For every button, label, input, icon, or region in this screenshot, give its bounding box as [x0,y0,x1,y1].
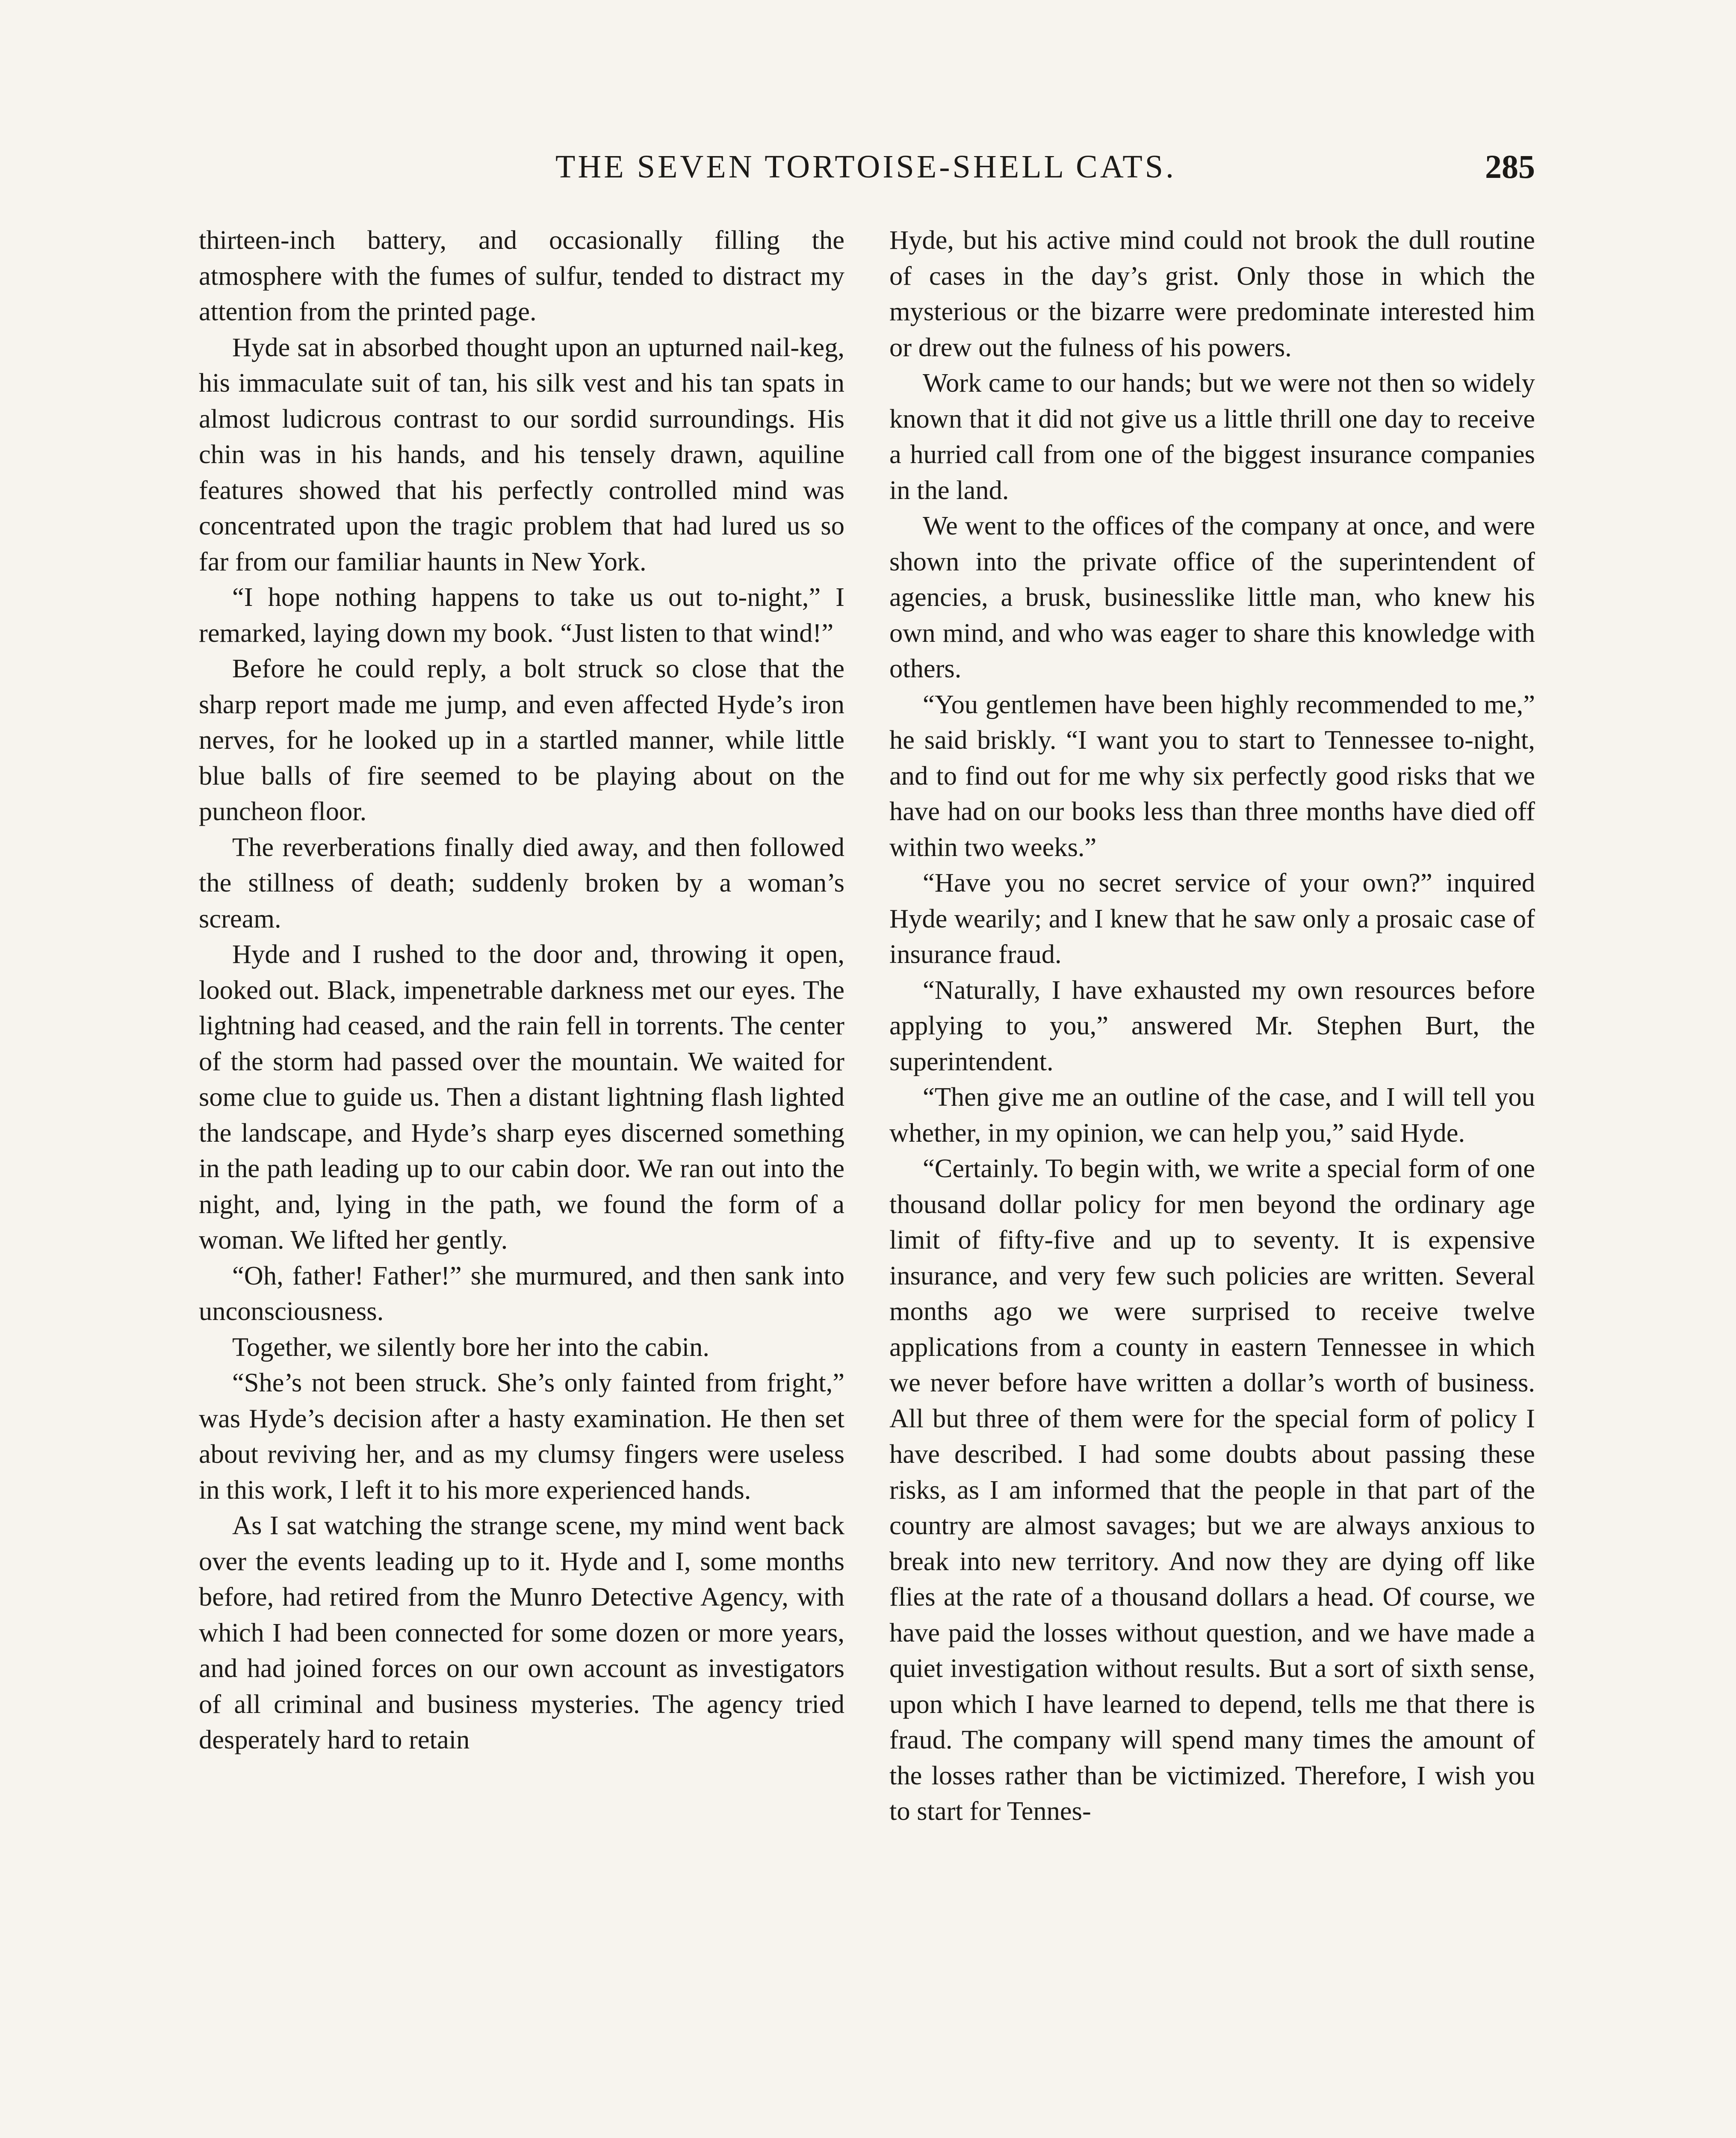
paragraph: As I sat watching the strange scene, my mind went back over the events leading up to it. Hyde and I, some months before, had retired from the Munro Detective Agency, with which I had been connected for some dozen or more years, and had joined forces on our own account as investigators of all criminal and business mysteries. The agency tried desperately hard to retain [199,1510,844,1754]
paragraph: thirteen-inch battery, and occasionally filling the atmosphere with the fumes of sulfur, tended to distract my attention from the printed page. [199,225,844,326]
running-title: THE SEVEN TORTOISE-SHELL CATS. [555,149,1176,185]
text-columns [199,222,1535,2138]
paragraph: “Naturally, I have exhausted my own resources before applying to you,” answered Mr. Stephen Burt, the superintendent. [889,975,1535,1076]
paragraph: “You gentlemen have been highly recommended to me,” he said briskly. “I want you to start to Tennessee to-night, and to find out for me why six perfectly good risks that we have had on our books less than three months have died off within two weeks.” [889,689,1535,862]
paragraph: “She’s not been struck. She’s only fainted from fright,” was Hyde’s decision after a hasty examination. He then set about reviving her, and as my clumsy fingers were useless in this work, I left it to his more experienced hands. [199,1367,844,1505]
paragraph: Together, we silently bore her into the cabin. [232,1332,710,1362]
paragraph: Work came to our hands; but we were not then so widely known that it did not give us a little thrill one day to receive a hurried call from one of the biggest insurance companies in the land. [889,368,1535,505]
paragraph: “I hope nothing happens to take us out to-night,” I remarked, laying down my book. “Just listen to that wind!” [199,582,844,648]
right-column [889,222,1535,2138]
paragraph: “Oh, father! Father!” she murmured, and then sank into unconsciousness. [199,1260,844,1326]
paragraph: Hyde sat in absorbed thought upon an upturned nail-keg, his immaculate suit of tan, his silk vest and his tan spats in almost ludicrous contrast to our sordid surroundings. His chin was in his hands, and his tensely drawn, aquiline features showed that his perfectly controlled mind was concentrated upon the tragic problem that had lured us so far from our familiar haunts in New York. [199,332,844,576]
paragraph: “Have you no secret service of your own?” inquired Hyde wearily; and I knew that he saw only a prosaic case of insurance fraud. [889,868,1535,969]
paragraph: “Then give me an outline of the case, and I will tell you whether, in my opinion, we can help you,” said Hyde. [889,1082,1535,1148]
paragraph: Before he could reply, a bolt struck so close that the sharp report made me jump, and even affected Hyde’s iron nerves, for he looked up in a startled manner, while little blue balls of fire seemed to be playing about on the puncheon floor. [199,653,844,826]
paragraph: Hyde and I rushed to the door and, throwing it open, looked out. Black, impenetrable darkness met our eyes. The lightning had ceased, and the rain fell in torrents. The center of the storm had passed over the mountain. We waited for some clue to guide us. Then a distant lightning flash lighted the landscape, and Hyde’s sharp eyes discerned something in the path leading up to our cabin door. We ran out into the night, and, lying in the path, we found the form of a woman. We lifted her gently. [199,939,844,1255]
paragraph: The reverberations finally died away, and then followed the stillness of death; suddenly broken by a woman’s scream. [199,832,844,933]
left-column [199,222,844,2138]
page-header [197,143,1535,190]
paragraph: We went to the offices of the company at once, and were shown into the private office of the superintendent of agencies, a brusk, businesslike little man, who knew his own mind, and who was eager to share this knowledge with others. [889,511,1535,683]
paragraph: “Certainly. To begin with, we write a special form of one thousand dollar policy for men beyond the ordinary age limit of fifty-five and up to seventy. It is expensive insurance, and very few such policies are written. Several months ago we were surprised to receive twelve applications from a county in eastern Tennessee in which we never before have written a dollar’s worth of business. All but three of them were for the special form of policy I have described. I had some doubts about passing these risks, as I am informed that the people in that part of the country are almost savages; but we are always anxious to break into new territory. And now they are dying off like flies at the rate of a thousand dollars a head. Of course, we have paid the losses without question, and we have made a quiet investigation without results. But a sort of sixth sense, upon which I have learned to depend, tells me that there is fraud. The company will spend many times the amount of the losses rather than be victimized. Therefore, I wish you to start for Tennes- [889,1153,1535,1826]
page-number: 285 [1485,148,1535,185]
paragraph: Hyde, but his active mind could not brook the dull routine of cases in the day’s grist. Only those in which the mysterious or the bizarre were predominate interested him or drew out the fulness of his powers. [889,225,1535,362]
